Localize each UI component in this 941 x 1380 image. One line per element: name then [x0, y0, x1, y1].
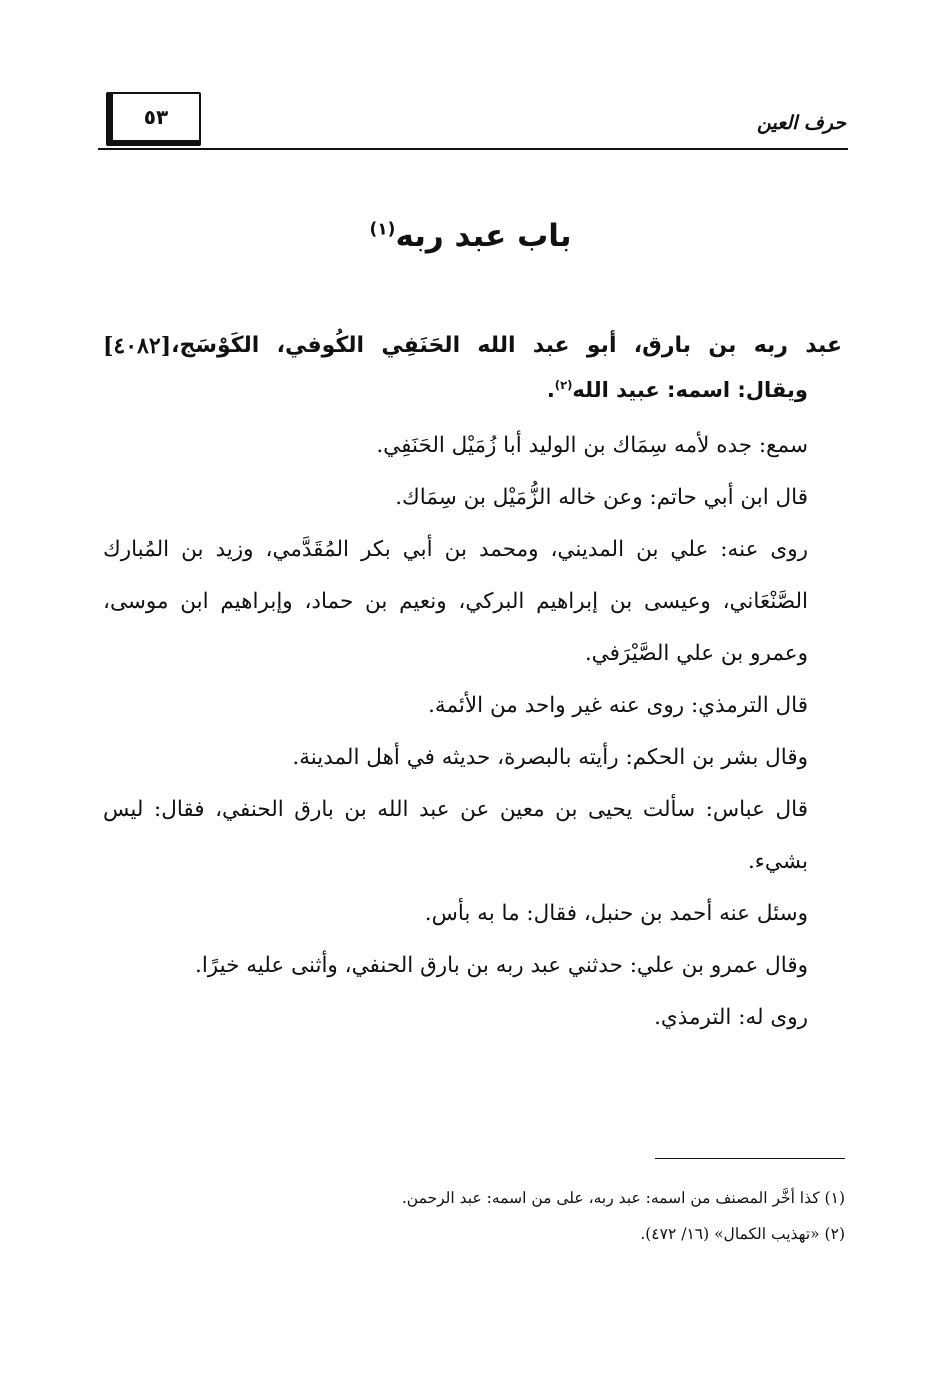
running-head: حرف العين — [757, 112, 846, 134]
chapter-title-text: باب عبد ربه — [395, 218, 572, 254]
paragraph-heard: سمع: جده لأمه سِمَاك بن الوليد أبا زُمَيْل الحَنَفِي. — [376, 433, 808, 458]
page-header — [98, 92, 848, 154]
footnotes — [200, 1180, 845, 1252]
entry-number: [٤٠٨٢] — [103, 333, 172, 359]
paragraph-abbas: قال عباس: سألت يحيى بن معين عن عبد الله بن بارق الحنفي، فقال: ليس بشيء. — [103, 797, 808, 874]
page-number: ٥٣ — [106, 92, 201, 146]
chapter-title — [0, 218, 941, 254]
footnote-rule — [655, 1158, 845, 1159]
paragraph-ahmad: وسئل عنه أحمد بن حنبل، فقال: ما به بأس. — [424, 901, 808, 926]
alt-name-text: ويقال: اسمه: عبيد الله — [572, 378, 808, 402]
alt-name-end: . — [546, 378, 555, 402]
paragraph-tirmidhi: قال الترمذي: روى عنه غير واحد من الأئمة. — [428, 693, 808, 718]
paragraph-narrators: روى عنه: علي بن المديني، ومحمد بن أبي بكر المُقَدَّمي، وزيد بن المُبارك الصَّنْعَاني، وعيسى بن إبراهيم البركي، ونعيم بن حماد، وإبراهيم ابن موسى، وعمرو بن علي الصَّيْرَفي. — [103, 537, 808, 666]
footnote-2: (٢) «تهذيب الكمال» (١٦/ ٤٧٢). — [640, 1225, 845, 1243]
header-rule — [98, 148, 848, 150]
entry-name: عبد ربه بن بارق، أبو عبد الله الحَنَفِي الكُوفي، الكَوْسَج، — [171, 333, 842, 358]
alt-name-footnote-ref: (٢) — [554, 378, 573, 392]
paragraph-amr: وقال عمرو بن علي: حدثني عبد ربه بن بارق الحنفي، وأثنى عليه خيرًا. — [194, 953, 808, 978]
paragraph-ibn-abi-hatim: قال ابن أبي حاتم: وعن خاله الزُّمَيْل بن سِمَاك. — [395, 485, 808, 510]
paragraph-narrated-by: روى له: الترمذي. — [654, 1005, 808, 1030]
footnote-1: (١) كذا أخَّر المصنف من اسمه: عبد ربه، على من اسمه: عبد الرحمن. — [401, 1189, 845, 1207]
paragraph-bishr: وقال بشر بن الحكم: رأيته بالبصرة، حديثه في أهل المدينة. — [292, 745, 808, 770]
chapter-footnote-ref: (١) — [369, 219, 396, 240]
body-text — [103, 320, 848, 1044]
